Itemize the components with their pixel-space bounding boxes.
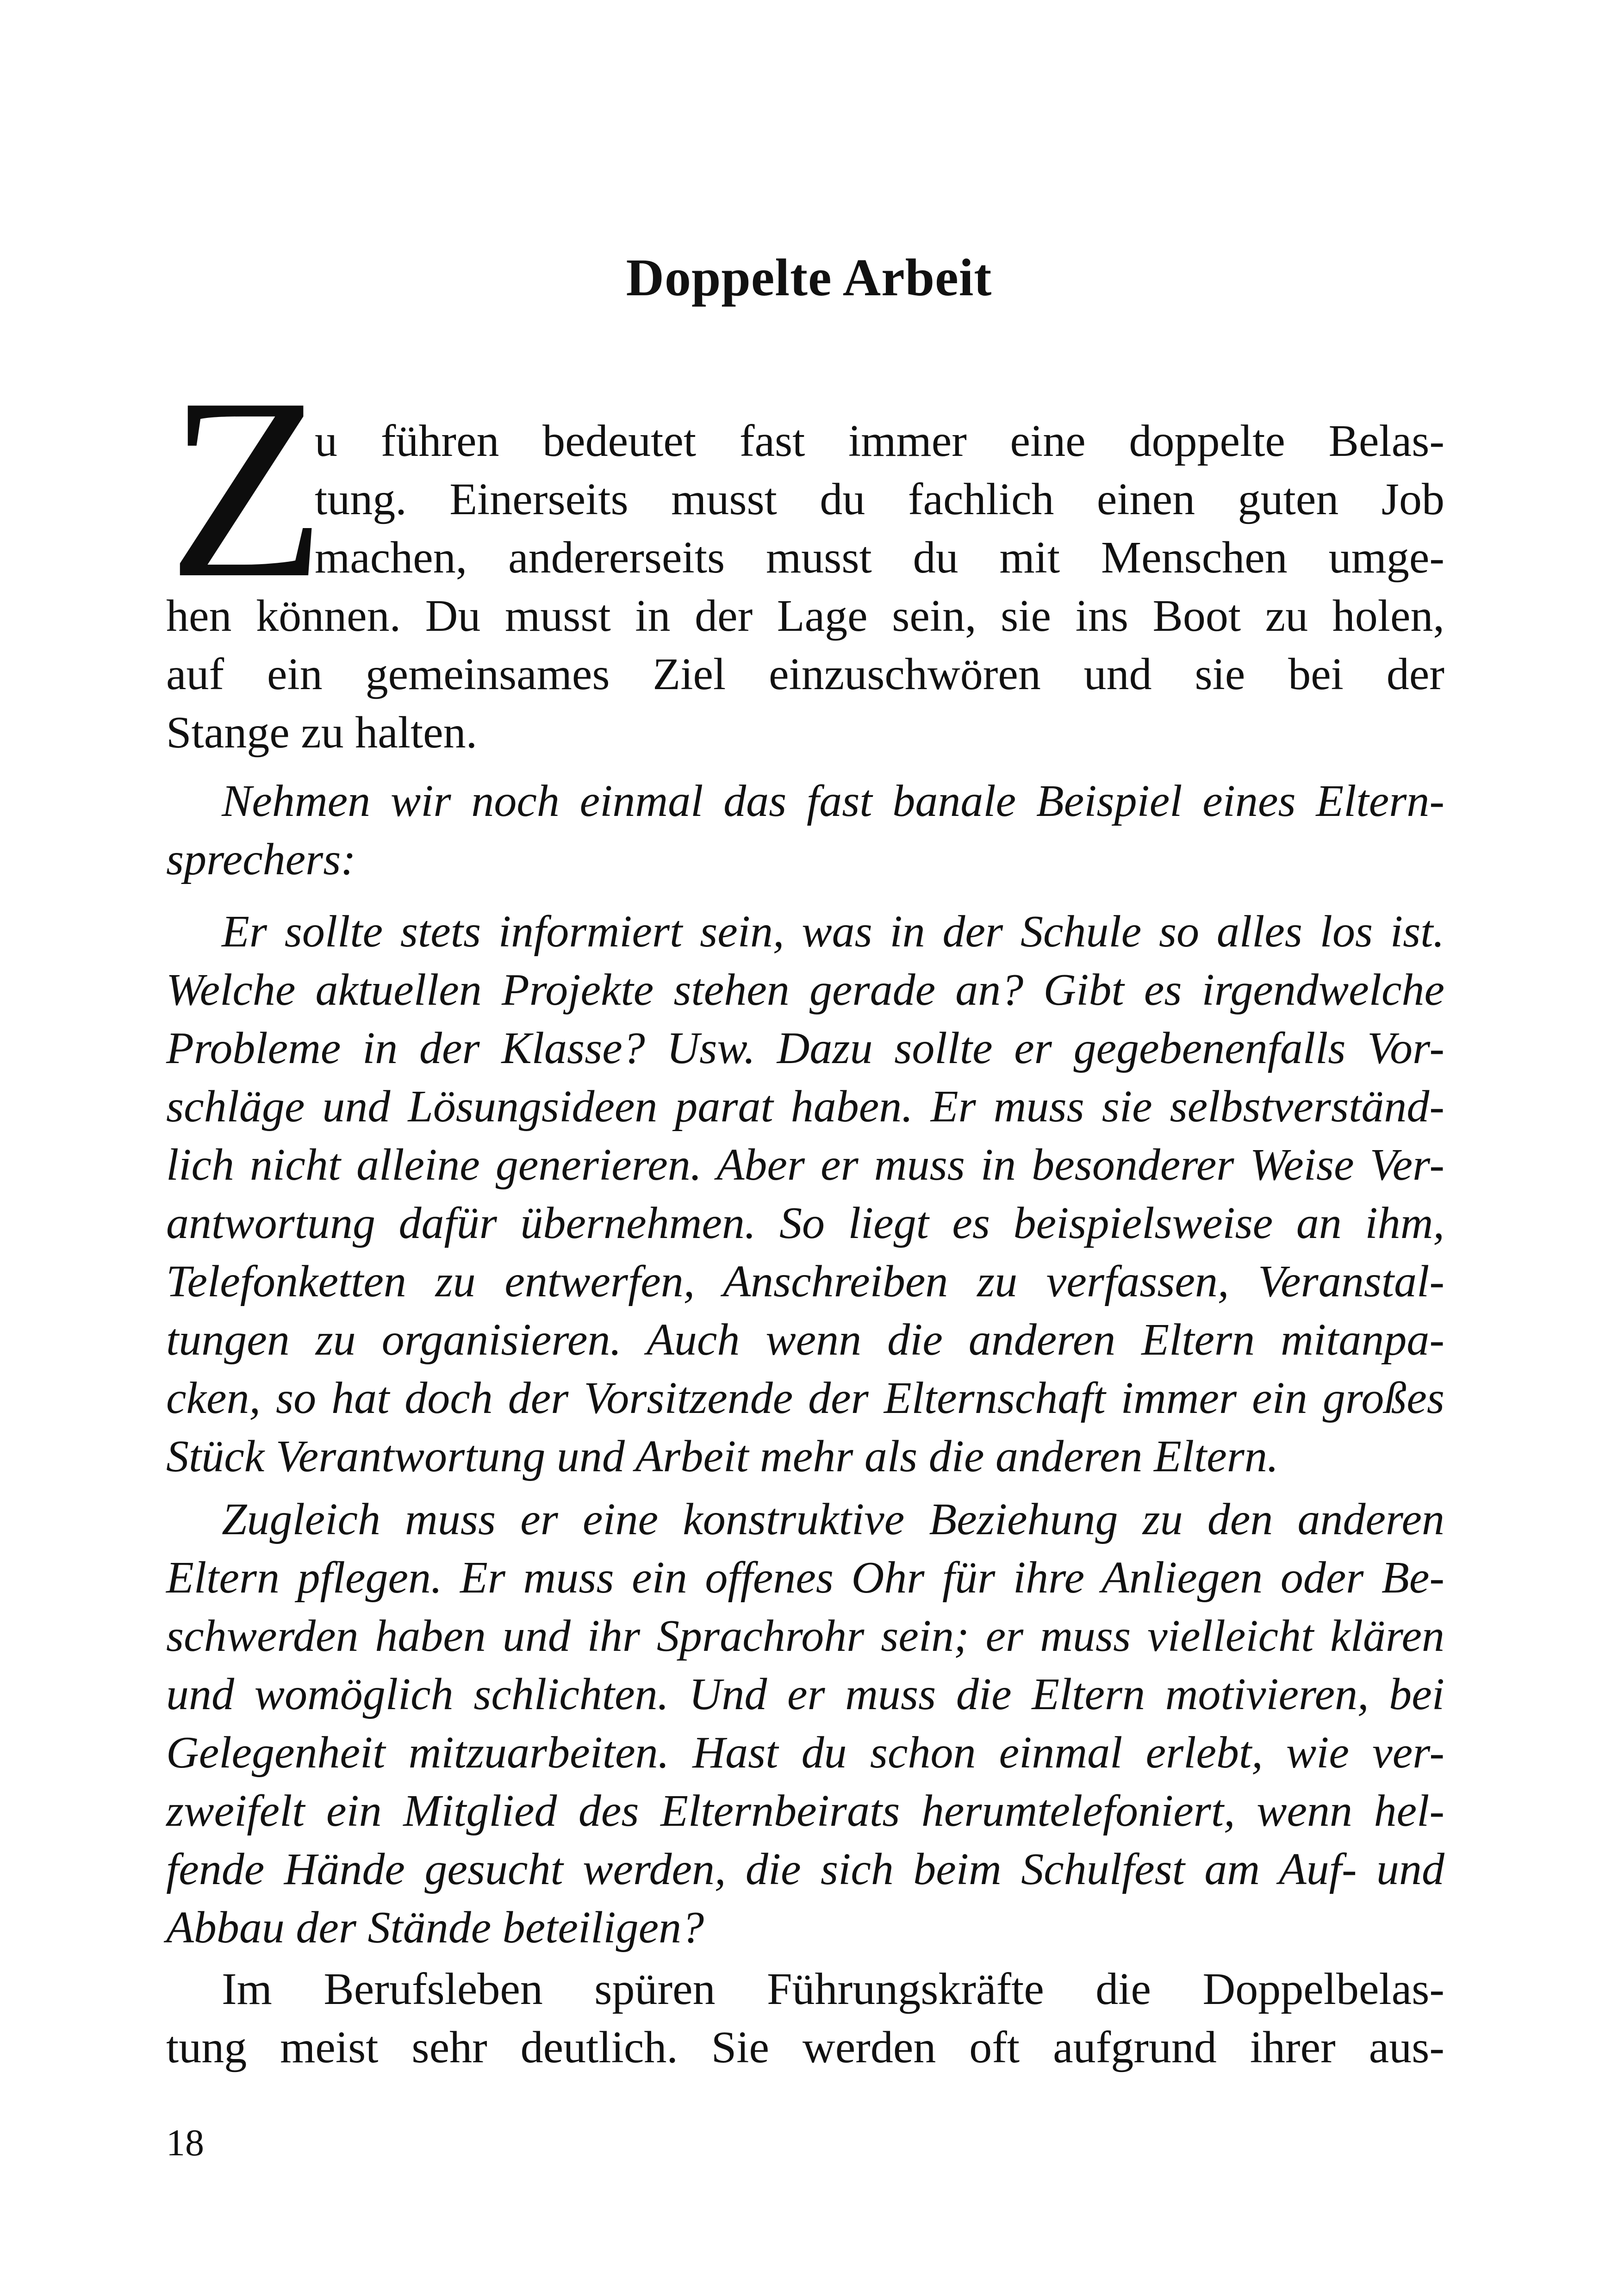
- paragraph-4: [166, 1490, 1444, 1957]
- text-line: auf ein gemeinsames Ziel einzuschwören und sie bei der: [166, 649, 1444, 699]
- text-line: Stange zu halten.: [166, 708, 478, 758]
- paragraph-3: [166, 902, 1444, 1486]
- text-line: Welche aktuellen Projekte stehen gerade an? Gibt es irgendwelche: [166, 965, 1444, 1015]
- text-line: machen, andererseits musst du mit Menschen umge-: [315, 533, 1444, 583]
- text-line: sprechers:: [166, 834, 356, 884]
- text-line: Telefonketten zu entwerfen, Anschreiben zu verfassen, Veranstal-: [166, 1257, 1444, 1307]
- page-number: 18: [166, 2122, 204, 2164]
- drop-cap: Z: [168, 345, 326, 632]
- paragraph-2: [166, 772, 1444, 889]
- text-line: schwerden haben und ihr Sprachrohr sein; er muss vielleicht klären: [166, 1611, 1444, 1661]
- paragraph-1: [166, 587, 1444, 762]
- text-line: hen können. Du musst in der Lage sein, sie ins Boot zu holen,: [166, 591, 1444, 641]
- text-line: Abbau der Stände beteiligen?: [166, 1903, 704, 1953]
- text-line: Zugleich muss er eine konstruktive Beziehung zu den anderen: [222, 1494, 1444, 1544]
- text-line: Im Berufsleben spüren Führungskräfte die Doppelbelas-: [222, 1964, 1444, 2014]
- text-line: u führen bedeutet fast immer eine doppelte Belas-: [315, 416, 1444, 466]
- text-line: tungen zu organisieren. Auch wenn die anderen Eltern mitanpa-: [166, 1315, 1444, 1365]
- text-line: lich nicht alleine generieren. Aber er muss in besonderer Weise Ver-: [166, 1140, 1444, 1190]
- text-line: Nehmen wir noch einmal das fast banale Beispiel eines Eltern-: [222, 776, 1444, 826]
- text-line: tung meist sehr deutlich. Sie werden oft aufgrund ihrer aus-: [166, 2022, 1444, 2072]
- text-line: antwortung dafür übernehmen. So liegt es beispielsweise an ihm,: [166, 1198, 1444, 1248]
- text-line: Stück Verantwortung und Arbeit mehr als die anderen Eltern.: [166, 1431, 1279, 1481]
- text-line: Eltern pflegen. Er muss ein offenes Ohr für ihre Anliegen oder Be-: [166, 1553, 1444, 1603]
- text-line: Probleme in der Klasse? Usw. Dazu sollte er gegebenenfalls Vor-: [166, 1023, 1444, 1073]
- text-line: schläge und Lösungsideen parat haben. Er muss sie selbstverständ-: [166, 1082, 1444, 1132]
- paragraph-5: [166, 1960, 1444, 2077]
- text-line: tung. Einerseits musst du fachlich einen guten Job: [315, 474, 1444, 524]
- text-line: fende Hände gesucht werden, die sich beim Schulfest am Auf- und: [166, 1844, 1444, 1894]
- chapter-title: Doppelte Arbeit: [626, 248, 992, 307]
- paragraph-1-capped: [315, 412, 1444, 587]
- text-line: zweifelt ein Mitglied des Elternbeirats herumtelefoniert, wenn hel-: [166, 1786, 1444, 1836]
- text-line: Er sollte stets informiert sein, was in der Schule so alles los ist.: [222, 907, 1444, 957]
- text-line: und womöglich schlichten. Und er muss die Eltern motivieren, bei: [166, 1669, 1444, 1719]
- text-line: cken, so hat doch der Vorsitzende der Elternschaft immer ein großes: [166, 1373, 1444, 1423]
- text-line: Gelegenheit mitzuarbeiten. Hast du schon einmal erlebt, wie ver-: [166, 1728, 1444, 1778]
